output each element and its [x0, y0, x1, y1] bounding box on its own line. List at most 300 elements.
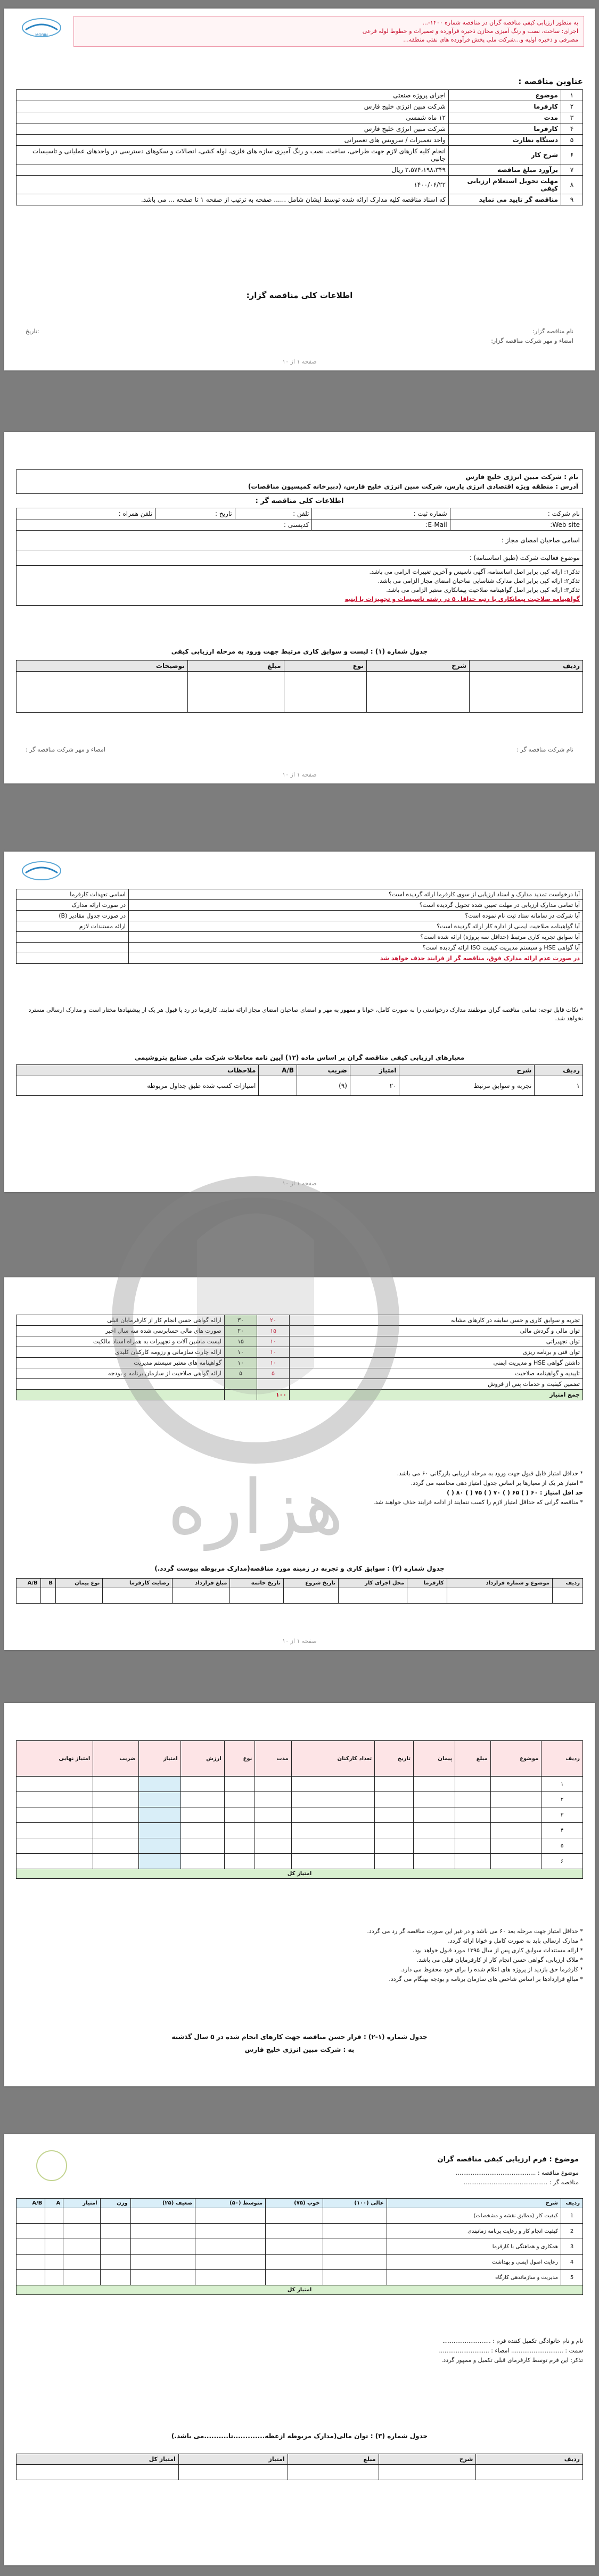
cell: [490, 1777, 541, 1792]
cell: امتیازات کسب شده طبق جداول مربوطه: [17, 1076, 259, 1096]
matrix-notes: [16, 1927, 583, 1984]
table-row: [17, 1854, 583, 1869]
company-name: نام : شرکت مبین انرژی خلیج فارس: [465, 473, 578, 481]
document-cell: صورت های مالی حسابرسی شده سه سال اخیر: [17, 1326, 225, 1336]
page-number: صفحه ۱ از ۱۰: [282, 771, 317, 778]
row-number: ۸: [561, 176, 583, 194]
table-row: [17, 953, 583, 964]
field-cell: تلفن :: [235, 508, 312, 519]
column-header: محل اجرای کار: [338, 1579, 407, 1588]
cell: [45, 2208, 63, 2224]
column-header: مدت: [255, 1741, 291, 1777]
bottom-table-title: جدول شماره (۳) : توان مالی(مدارک مربوطه ازعطه.............تا..........می باشد.): [171, 2432, 428, 2440]
cell: [224, 1777, 255, 1792]
row-value: واحد تعمیرات / سرویس های تعمیراتی: [17, 135, 449, 146]
criterion-cell: توان مالی و گردش مالی: [290, 1326, 583, 1336]
column-header: امتیاز: [63, 2199, 100, 2208]
column-header: ردیف: [476, 2454, 583, 2465]
table-row: [17, 123, 583, 135]
table-row: [17, 1792, 583, 1807]
tender-info-table: [16, 89, 583, 205]
criterion-cell: تجربه و سوابق کاری و حسن سابقه در کارهای مشابه: [290, 1315, 583, 1326]
cell: [266, 2270, 323, 2285]
table-row: [17, 1336, 583, 1347]
row-key: مناقصه گر تایید می نماید: [449, 194, 561, 205]
cell: تجربه و سوابق مرتبط: [399, 1076, 535, 1096]
column-header: ردیف: [561, 2199, 583, 2208]
column-header: ردیف: [552, 1579, 582, 1588]
cell: [266, 2208, 323, 2224]
table-row: [17, 1777, 583, 1792]
signature-label: امضاء و مهر شرکت مناقصه گر :: [26, 746, 105, 753]
column-header: خوب (۷۵): [266, 2199, 323, 2208]
points-cell: [257, 1379, 290, 1390]
side-label-cell: در صورت ارائه مدارک: [17, 900, 129, 911]
table-row: [17, 1379, 583, 1390]
row-value: انجام کلیه کارهای لازم جهت طراحی، ساخت، نصب و رنگ آمیزی سازه های فلزی، لوله کشی، اتصالات و سکوهای دسترسی در واحدهای عملیاتی و تاسیسات جانبی: [17, 146, 449, 164]
row-text: رعایت اصول ایمنی و بهداشت: [387, 2255, 561, 2270]
table-row: [17, 1315, 583, 1326]
cell: [17, 2224, 45, 2239]
row-text: مدیریت و سازماندهی کارگاه: [387, 2270, 561, 2285]
cell: [93, 1777, 138, 1792]
stamp-seal: [36, 2150, 67, 2181]
table-row: [17, 2239, 583, 2255]
notes-cell: [17, 566, 583, 606]
cell: [195, 2270, 266, 2285]
table-row: [17, 1358, 583, 1368]
table-row: [17, 90, 583, 101]
column-header: امتیاز کل: [17, 2454, 179, 2465]
cell: [224, 1854, 255, 1869]
table-row: [17, 1823, 583, 1838]
weight-cell: ۵: [225, 1368, 257, 1379]
cell: [17, 2208, 45, 2224]
row-number: 4: [561, 2255, 583, 2270]
owners-cell: اسامی صاحبان امضای مجاز :: [17, 531, 583, 550]
row-number: 5: [561, 2270, 583, 2285]
red-note: گواهینامه صلاحیت پیمانکاری با رتبه حداقل ۵ در رشته تاسیسات و تجهیزات یا ابنیه: [344, 596, 580, 602]
cell: [100, 2255, 130, 2270]
cell: [63, 2239, 100, 2255]
note-line: * کارفرما حق بازدید از پروژه های اعلام شده را برای خود محفوظ می دارد.: [400, 1966, 583, 1973]
company-name-label: نام شرکت مناقصه گر :: [516, 746, 573, 753]
table-row: [17, 889, 583, 900]
note-line: حد اقل امتیاز : ۶۰ ( ) ۶۵ ( ) ۷۰ ( ) ۷۵ ( ) ۸۰ ( ): [447, 1489, 583, 1496]
cell: [455, 1792, 491, 1807]
signature-row: [26, 746, 573, 753]
table-row: [17, 900, 583, 911]
watermark-text: هزاره: [167, 1464, 344, 1551]
field-cell: E-Mail:: [312, 519, 450, 531]
question-cell: آیا سوابق تجربه کاری مرتبط (حداقل سه پروژه) ارائه شده است؟: [129, 932, 583, 943]
row-key: کارفرما: [449, 101, 561, 112]
side-label-cell: [17, 943, 129, 953]
column-header: شرح: [399, 1065, 535, 1076]
weight-cell: [225, 1379, 257, 1390]
cell: [414, 1792, 455, 1807]
points-cell: ۱۵: [257, 1326, 290, 1336]
cell: [291, 1807, 375, 1823]
row-key: برآورد مبلغ مناقصه: [449, 164, 561, 176]
document-cell: ارائه چارت سازمانی و رزومه کارکنان کلیدی: [17, 1347, 225, 1358]
column-header: ملاحظات: [17, 1065, 259, 1076]
svg-text:MOBIN: MOBIN: [35, 33, 48, 37]
column-header: رضایت کارفرما: [103, 1579, 173, 1588]
cell: [63, 2208, 100, 2224]
row-number: ۳: [541, 1807, 583, 1823]
table-row: [17, 2270, 583, 2285]
column-header: نوع: [224, 1741, 255, 1777]
criteria-table-title: معیارهای ارزیابی کیفی مناقصه گران بر اساس ماده (۱۲) آیین نامه معاملات شرکت ملی صنایع پتروشیمی: [134, 1054, 465, 1061]
cell: [180, 1823, 224, 1838]
cell: [255, 1854, 291, 1869]
table-row: [17, 1368, 583, 1379]
note-line: * مناقصه گرانی که حداقل امتیاز لازم را کسب ننمایند از ادامه فرایند حذف خواهند شد.: [373, 1499, 583, 1506]
cell: [323, 2270, 387, 2285]
column-header: پیمان: [414, 1741, 455, 1777]
criterion-cell: تاییدیه و گواهینامه صلاحیت: [290, 1368, 583, 1379]
cell: [180, 1807, 224, 1823]
table-row: [17, 943, 583, 953]
table-row: [17, 921, 583, 932]
cell: [195, 2255, 266, 2270]
section-title: عناوین مناقصه :: [518, 77, 583, 86]
table-row: [17, 2208, 583, 2224]
column-header: تعداد کارکنان: [291, 1741, 375, 1777]
cell: [323, 2224, 387, 2239]
column-header: شرح: [379, 2454, 476, 2465]
cell: [45, 2270, 63, 2285]
cell: [291, 1854, 375, 1869]
company-address: آدرس : منطقه ویژه اقتصادی انرژی پارس، شرکت مبین انرژی خلیج فارس، (دبیرخانه کمیسیون مناقصات): [248, 483, 578, 490]
column-header: ضریب: [93, 1741, 138, 1777]
column-header: ردیف: [470, 660, 583, 672]
cell: [45, 2224, 63, 2239]
document-page-6: [4, 2134, 595, 2565]
note-line: تذکر۳: ارائه کپی برابر اصل گواهینامه صلاحیت پیمانکاری معتبر الزامی می باشد.: [386, 587, 580, 593]
cell: [100, 2224, 130, 2239]
field-cell: کدپستی :: [17, 519, 312, 531]
column-header: امتیاز: [138, 1741, 180, 1777]
table-row: [17, 112, 583, 123]
table-row: [17, 101, 583, 112]
row-text: کیفیت کار (مطابق نقشه و مشخصات): [387, 2208, 561, 2224]
row-number: 3: [561, 2239, 583, 2255]
header-line: به منظور ارزیابی کیفی مناقصه گران در مناقصه شماره ۱۴۰۰-...: [422, 19, 578, 26]
cell: [138, 1807, 180, 1823]
cell: [323, 2208, 387, 2224]
note-line: * ملاک ارزیابی، گواهی حسن انجام کار از کارفرمایان قبلی می باشد.: [416, 1956, 583, 1963]
row-key: مهلت تحویل استعلام ارزیابی کیفی: [449, 176, 561, 194]
cell: [63, 2270, 100, 2285]
row-value: ۲،۵۷۴،۱۹۸،۳۴۹ ریال: [17, 164, 449, 176]
cell: [455, 1838, 491, 1854]
table-row: [17, 2224, 583, 2239]
cell: [375, 1838, 414, 1854]
cell: [138, 1792, 180, 1807]
cell: [130, 2224, 195, 2239]
total-value: ۱۰۰: [257, 1390, 290, 1400]
cell: [45, 2239, 63, 2255]
points-cell: ۱۰: [257, 1347, 290, 1358]
cell: [130, 2270, 195, 2285]
criterion-cell: توان تجهیزاتی: [290, 1336, 583, 1347]
company-logo: [20, 16, 63, 39]
cell: [138, 1838, 180, 1854]
column-header: A: [45, 2199, 63, 2208]
table-title: اطلاعات کلی مناقصه گر :: [255, 497, 344, 505]
table-row: [17, 164, 583, 176]
note-line: تذکر: این فرم توسط کارفرمای قبلی تکمیل و ممهور گردد.: [441, 2357, 583, 2364]
cell: ۱: [535, 1076, 583, 1096]
table-row: [17, 932, 583, 943]
contractor-table: [16, 508, 583, 606]
document-page-4: [4, 1277, 595, 1650]
total-label: جمع امتیاز: [290, 1390, 583, 1400]
cell: [63, 2255, 100, 2270]
cell: [138, 1854, 180, 1869]
document-page-1: [4, 9, 595, 370]
cell: [180, 1792, 224, 1807]
table-row: [17, 1347, 583, 1358]
table2-title: جدول شماره (۱) : لیست و سوابق کاری مرتبط جهت ورود به مرحله ارزیابی کیفی: [171, 648, 428, 655]
column-header: A/B: [259, 1065, 297, 1076]
note-line: * حداقل امتیاز قابل قبول جهت ورود به مرحله ارزیابی بازرگانی ۶۰ می باشد.: [397, 1470, 583, 1477]
row-number: ۲: [541, 1792, 583, 1807]
row-number: ۳: [561, 112, 583, 123]
question-cell: در صورت عدم ارائه مدارک فوق، مناقصه گر از فرایند حذف خواهد شد: [129, 953, 583, 964]
weight-cell: ۱۰: [225, 1358, 257, 1368]
signature-row-2: [26, 337, 573, 344]
cell: [375, 1792, 414, 1807]
checklist-table: [16, 889, 583, 964]
financial-table: [16, 2454, 583, 2480]
note-line: * مدارک ارسالی باید به صورت کامل و خوانا ارائه گردد.: [448, 1937, 583, 1944]
cell: [224, 1792, 255, 1807]
cell: [375, 1807, 414, 1823]
note-line: * مبالغ قراردادها بر اساس شاخص های سازمان برنامه و بودجه بهنگام می گردد.: [389, 1976, 583, 1983]
note-line: * امتیاز هر یک از معیارها بر اساس جدول امتیاز دهی محاسبه می گردد.: [411, 1480, 583, 1487]
column-header: ارزش: [180, 1741, 224, 1777]
row-text: کیفیت انجام کار و رعایت برنامه زمانبندی: [387, 2224, 561, 2239]
row-value: شرکت مبین انرژی خلیج فارس: [17, 101, 449, 112]
side-label-cell: [17, 953, 129, 964]
row-number: ۱: [561, 90, 583, 101]
cell: [224, 1807, 255, 1823]
cell: [291, 1838, 375, 1854]
scoring-table: [16, 1315, 583, 1400]
table-subtitle: به : شرکت مبین انرژی خلیج فارس: [244, 2046, 355, 2053]
cell: [93, 1792, 138, 1807]
column-header: ردیف: [541, 1741, 583, 1777]
note-line: تذکر۲: ارائه کپی برابر اصل مدارک شناسایی صاحبان امضای مجاز الزامی می باشد.: [378, 577, 580, 584]
activity-cell: موضوع فعالیت شرکت (طبق اساسنامه) :: [17, 550, 583, 566]
question-cell: آیا گواهینامه صلاحیت ایمنی از اداره کار ارائه گردیده است؟: [129, 921, 583, 932]
column-header: نوع: [284, 660, 366, 672]
row-key: دستگاه نظارت: [449, 135, 561, 146]
column-header: امتیاز: [178, 2454, 288, 2465]
column-header: مبلغ: [455, 1741, 491, 1777]
row-number: ۵: [541, 1838, 583, 1854]
cell: [375, 1854, 414, 1869]
row-text: همکاری و هماهنگی با کارفرما: [387, 2239, 561, 2255]
field-cell: تاریخ :: [155, 508, 235, 519]
row-number: ۴: [541, 1823, 583, 1838]
row-number: ۲: [561, 101, 583, 112]
row-number: ۶: [541, 1854, 583, 1869]
cell: [266, 2255, 323, 2270]
cell: [17, 2270, 45, 2285]
header-line: مصرفی و ذخیره اولیه و...شرکت ملی پخش فرآورده های نفتی منطقه...: [403, 36, 578, 43]
cell: [490, 1838, 541, 1854]
table-row: [17, 1326, 583, 1336]
document-page-5: [4, 1703, 595, 2086]
cell: [17, 1823, 93, 1838]
criterion-cell: تضمین کیفیت و خدمات پس از فروش: [290, 1379, 583, 1390]
column-header: A/B: [17, 1579, 41, 1588]
form-notes: [16, 2336, 583, 2365]
column-header: موضوع: [490, 1741, 541, 1777]
cell: [291, 1792, 375, 1807]
row-key: شرح کار: [449, 146, 561, 164]
column-header: B: [40, 1579, 55, 1588]
cell: [130, 2208, 195, 2224]
header-notice: [73, 16, 584, 47]
cell: [455, 1807, 491, 1823]
weight-cell: ۱۰: [225, 1347, 257, 1358]
cell: [100, 2239, 130, 2255]
note-line: * ارائه مستندات سوابق کاری پس از سال ۱۳۹۵ مورد قبول خواهد بود.: [412, 1947, 583, 1954]
table-row: [17, 1838, 583, 1854]
cell: [17, 1792, 93, 1807]
column-header: ضعیف (۲۵): [130, 2199, 195, 2208]
table-row: [17, 194, 583, 205]
cell: [17, 2255, 45, 2270]
form-title: موضوع : فرم ارزیابی کیفی مناقصه گران: [437, 2156, 579, 2164]
cell: [259, 1076, 297, 1096]
points-cell: ۱۰: [257, 1336, 290, 1347]
page-number: صفحه ۱ از ۱۰: [282, 1638, 317, 1645]
column-header: شرح: [387, 2199, 561, 2208]
column-header: ردیف: [535, 1065, 583, 1076]
document-cell: ارائه گواهی صلاحیت از سازمان برنامه و بودجه: [17, 1368, 225, 1379]
row-number: 1: [561, 2208, 583, 2224]
cell: [17, 1807, 93, 1823]
evaluation-matrix: [16, 1740, 583, 1879]
weight-cell: ۱۵: [225, 1336, 257, 1347]
cell: [180, 1777, 224, 1792]
row-number: ۹: [561, 194, 583, 205]
note-line: سمت : ............................ امضاء : ...........................: [439, 2347, 583, 2354]
column-header: ضریب: [297, 1065, 350, 1076]
document-page-3: [4, 852, 595, 1192]
cell: [93, 1807, 138, 1823]
table-row: [17, 2255, 583, 2270]
row-number: 2: [561, 2224, 583, 2239]
cell: [455, 1823, 491, 1838]
date-label: تاریخ:: [26, 328, 39, 335]
cell: [93, 1823, 138, 1838]
field-cell: شماره ثبت :: [312, 508, 450, 519]
total-row: امتیاز کل: [17, 2285, 583, 2295]
column-header: امتیاز: [350, 1065, 399, 1076]
column-header: عالی (۱۰۰): [323, 2199, 387, 2208]
column-header: مبلغ قرارداد: [173, 1579, 230, 1588]
scoring-notes: [16, 1469, 583, 1507]
cell: [255, 1838, 291, 1854]
criterion-cell: داشتن گواهی HSE و مدیریت ایمنی: [290, 1358, 583, 1368]
column-header: توضیحات: [17, 660, 188, 672]
cell: [224, 1838, 255, 1854]
document-cell: لیست ماشین آلات و تجهیزات به همراه اسناد مالکیت: [17, 1336, 225, 1347]
field-cell: نام شرکت :: [450, 508, 582, 519]
column-header: مبلغ: [187, 660, 284, 672]
cell: [17, 1854, 93, 1869]
notes-paragraph: * نکات قابل توجه: تمامی مناقصه گران موظفند مدارک درخواستی را به صورت کامل، خوانا و ممهور به مهر و امضای صاحبان امضای مجاز ارائه نمایند. کارفرما در رد یا قبول هر یک از پیشنهادها مختار است و مدارک ارسالی مسترد نخواهد شد.: [28, 1006, 583, 1022]
cell: [138, 1777, 180, 1792]
cell: [100, 2208, 130, 2224]
row-number: ۴: [561, 123, 583, 135]
page-number: صفحه ۱ از ۱۰: [282, 1180, 317, 1187]
signature-label: نام مناقصه گزار:: [532, 328, 573, 335]
cell: [414, 1823, 455, 1838]
row-key: مدت: [449, 112, 561, 123]
cell: [266, 2239, 323, 2255]
cell: [195, 2224, 266, 2239]
question-cell: آیا تمامی مدارک ارزیابی در مهلت تعیین شده تحویل گردیده است؟: [129, 900, 583, 911]
cell: [266, 2224, 323, 2239]
column-header: امتیاز نهایی: [17, 1741, 93, 1777]
stamp-label: امضاء و مهر شرکت مناقصه گزار:: [491, 337, 573, 344]
cell: [490, 1807, 541, 1823]
row-number: ۷: [561, 164, 583, 176]
table-row: [17, 911, 583, 921]
cell: [17, 2239, 45, 2255]
document-cell: [17, 1379, 225, 1390]
cell: [138, 1823, 180, 1838]
cell: [255, 1823, 291, 1838]
cell: [414, 1854, 455, 1869]
cell: [414, 1777, 455, 1792]
side-label-cell: ارائه مستندات لازم: [17, 921, 129, 932]
column-header: متوسط (۵۰): [195, 2199, 266, 2208]
column-header: تاریخ: [375, 1741, 414, 1777]
cell: [323, 2239, 387, 2255]
column-header: تاریخ شروع: [283, 1579, 338, 1588]
cell: [291, 1777, 375, 1792]
cell: [455, 1854, 491, 1869]
row-value: اجرای پروژه صنعتی: [17, 90, 449, 101]
cell: [490, 1823, 541, 1838]
total-row: امتیاز کل: [17, 1869, 583, 1879]
row-number: ۱: [541, 1777, 583, 1792]
form-lines: [456, 2168, 579, 2187]
row-key: کارفرما: [449, 123, 561, 135]
cell: [375, 1777, 414, 1792]
weight-cell: ۲۰: [225, 1326, 257, 1336]
cell: (۹): [297, 1076, 350, 1096]
question-cell: آیا درخواست تمدید مدارک و اسناد ارزیابی از سوی کارفرما ارائه گردیده است؟: [129, 889, 583, 900]
column-header: مبلغ: [288, 2454, 379, 2465]
cell: [17, 1838, 93, 1854]
question-cell: آیا گواهی HSE و سیستم مدیریت کیفیت ISO ارائه گردیده است؟: [129, 943, 583, 953]
column-header: تاریخ خاتمه: [230, 1579, 284, 1588]
column-header: وزن: [100, 2199, 130, 2208]
cell: [130, 2255, 195, 2270]
note-line: * حداقل امتیاز جهت مرحله بعد ۶۰ می باشد و در غیر این صورت مناقصه گر رد می گردد.: [367, 1928, 583, 1935]
company-header: [16, 469, 583, 494]
